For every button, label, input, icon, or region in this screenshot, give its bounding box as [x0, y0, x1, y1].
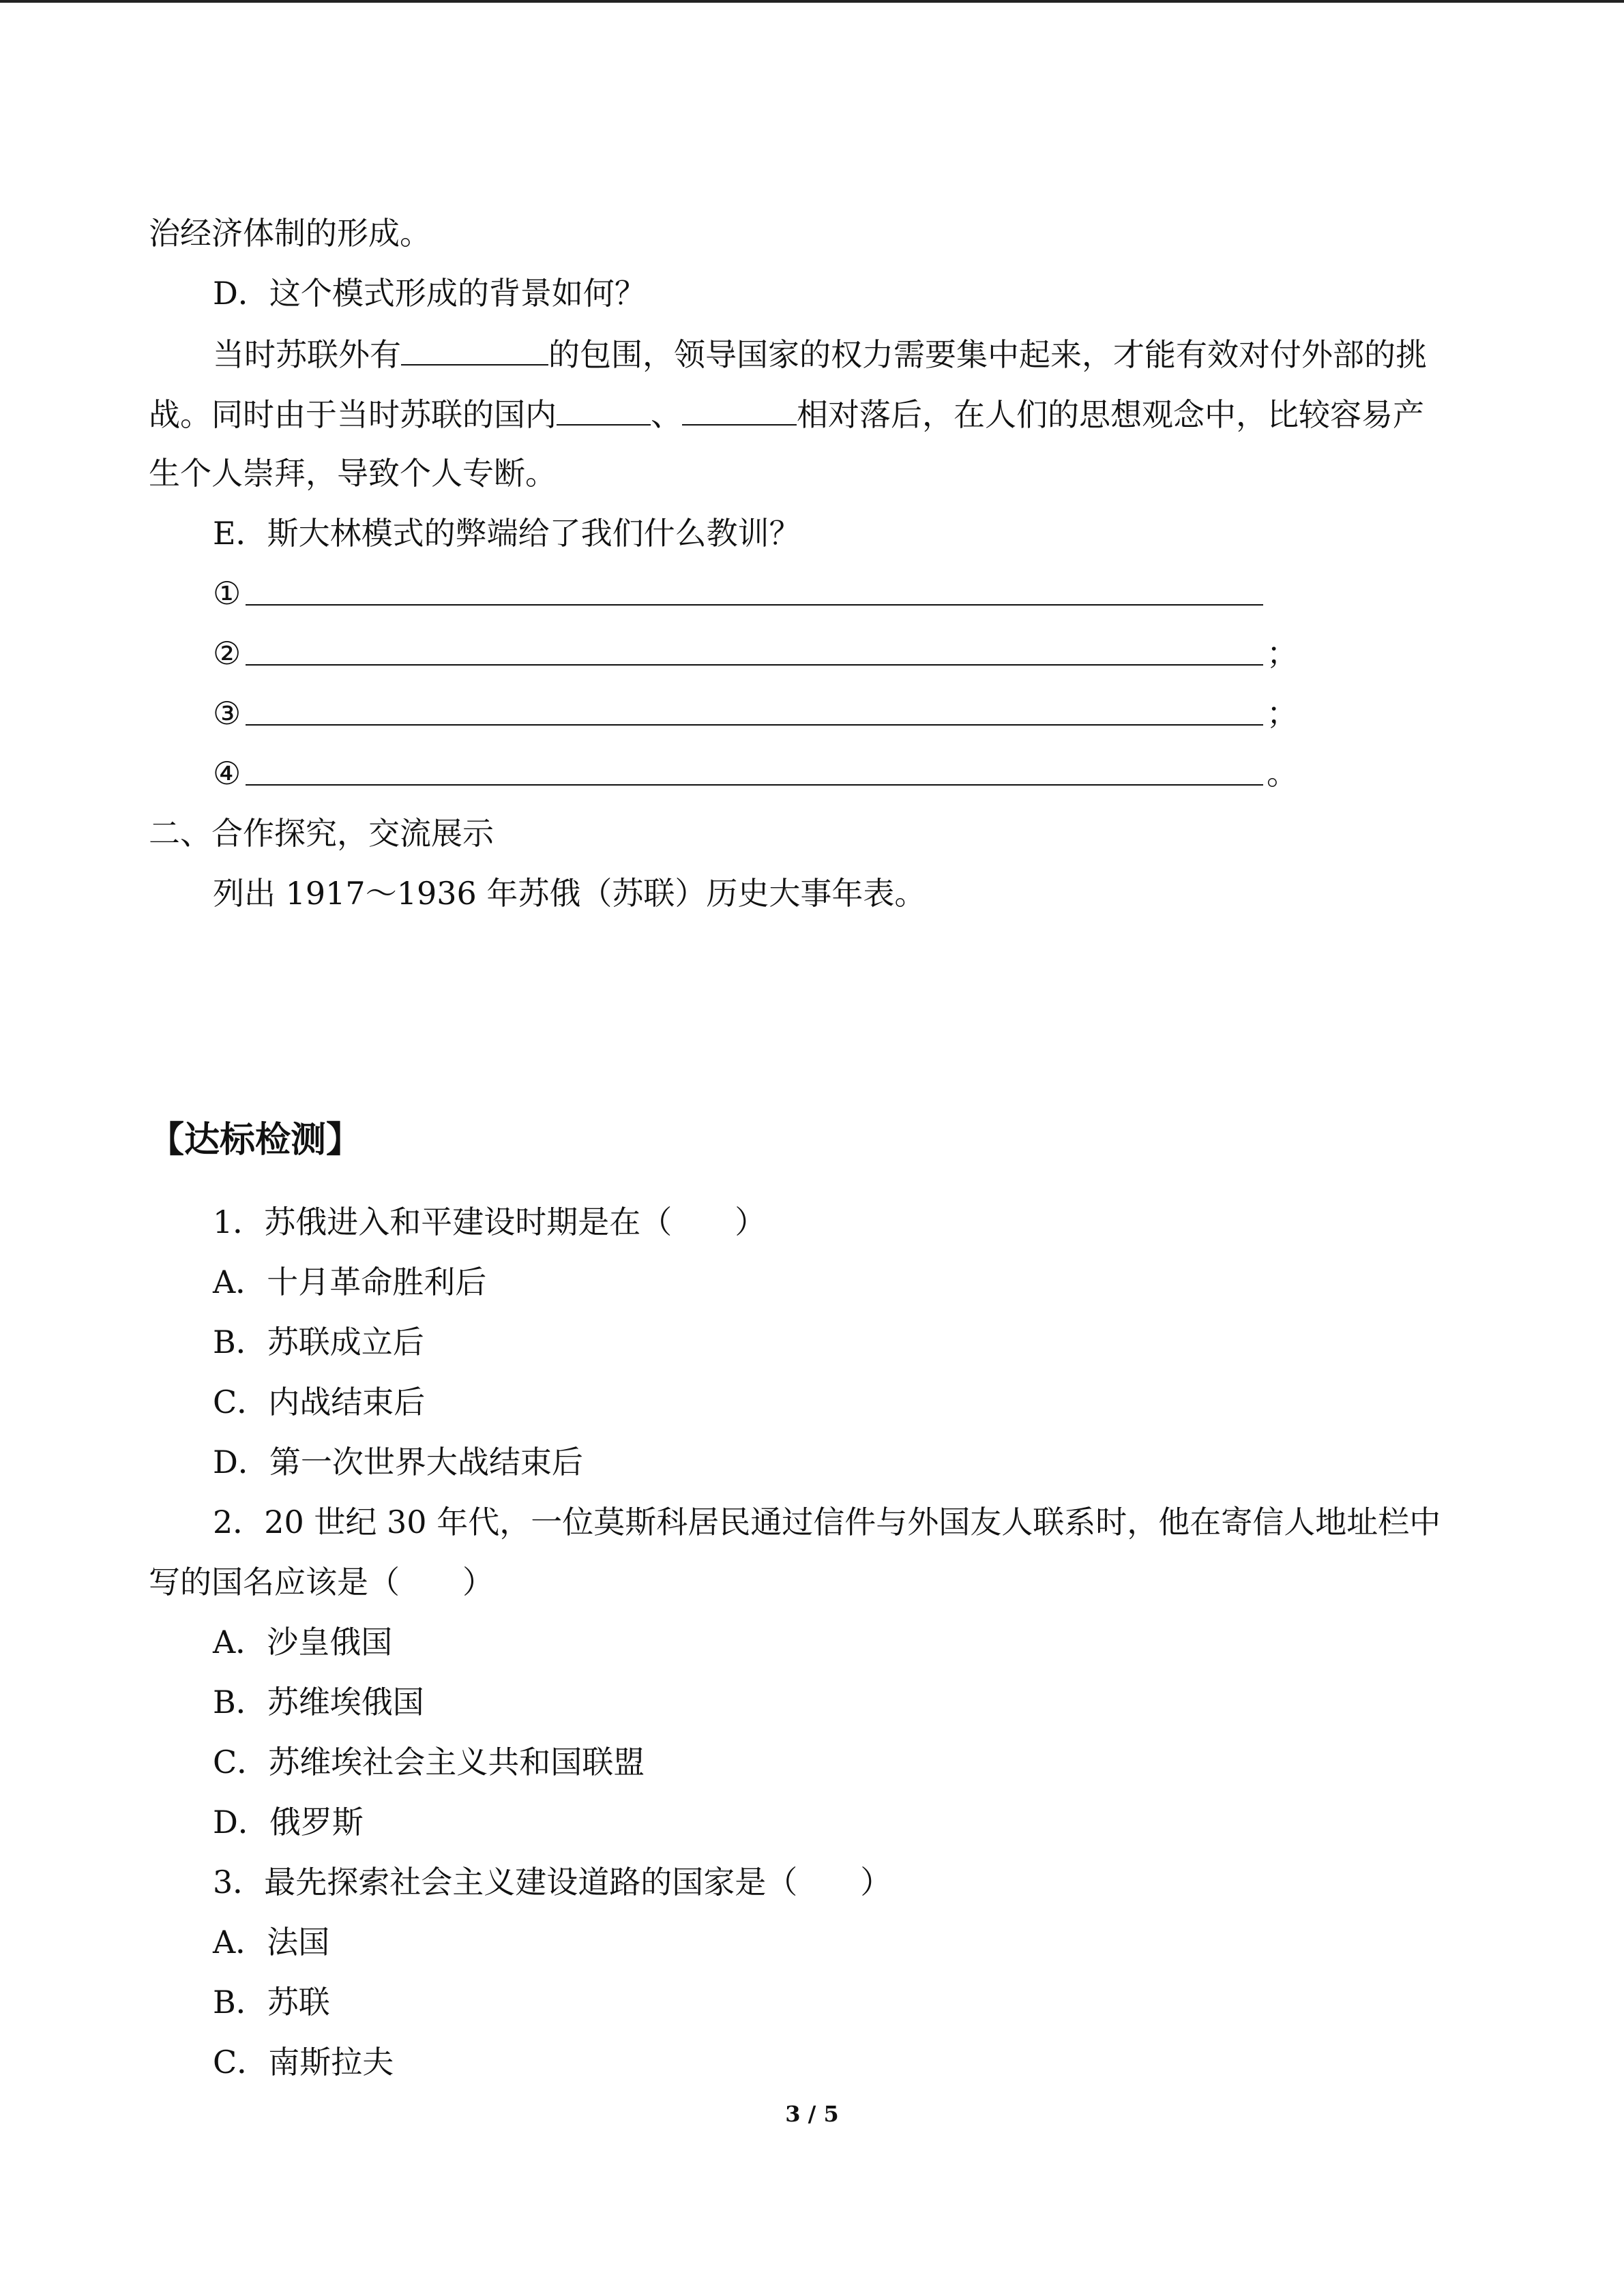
q2-option-c[interactable]: C．苏维埃社会主义共和国联盟 [213, 1744, 645, 1780]
background-line-3: 生个人崇拜，导致个人专断。 [149, 455, 557, 492]
answer-line-3 [213, 693, 1298, 734]
section-heading-cooperation: 二、合作探究，交流展示 [149, 815, 494, 852]
q2-option-a[interactable]: A．沙皇俄国 [213, 1624, 393, 1660]
q1-option-a[interactable]: A．十月革命胜利后 [213, 1264, 487, 1300]
q1-option-d[interactable]: D．第一次世界大战结束后 [213, 1444, 583, 1480]
q1-option-c[interactable]: C．内战结束后 [213, 1384, 426, 1420]
q2-option-b[interactable]: B．苏维埃俄国 [213, 1684, 424, 1720]
background-line-2 [149, 393, 1424, 435]
question-d: D．这个模式形成的背景如何？ [213, 275, 646, 312]
background-text: 的包围，领导国家的权力需要集中起来，才能有效对付外部的挑 [548, 336, 1427, 373]
separator: 、 [651, 396, 682, 433]
paragraph-continuation: 治经济体制的形成。 [149, 215, 431, 252]
page-top-border [0, 0, 1624, 3]
answer-line-4 [213, 753, 1298, 794]
background-text: 战。同时由于当时苏联的国内 [149, 396, 557, 433]
background-text: 相对落后，在人们的思想观念中，比较容易产 [797, 396, 1424, 433]
answer-blank[interactable] [246, 724, 1263, 726]
fill-blank[interactable] [401, 333, 548, 366]
answer-end-punct: ； [1267, 695, 1298, 732]
question-e: E．斯大林模式的弊端给了我们什么教训？ [213, 515, 801, 552]
background-text: 当时苏联外有 [213, 336, 401, 373]
q1-option-b[interactable]: B．苏联成立后 [213, 1324, 424, 1360]
answer-number: ② [213, 635, 241, 672]
question-2-line-2: 写的国名应该是（ ） [149, 1564, 494, 1600]
answer-blank[interactable] [246, 604, 1263, 606]
answer-line-1 [213, 573, 246, 614]
q3-option-b[interactable]: B．苏联 [213, 1984, 330, 2021]
q3-option-c[interactable]: C．南斯拉夫 [213, 2044, 394, 2081]
background-line-1 [213, 333, 1427, 375]
answer-line-2 [213, 633, 1298, 674]
question-2-line-1: 2．20 世纪 30 年代，一位莫斯科居民通过信件与外国友人联系时，他在寄信人地址栏中 [213, 1504, 1441, 1540]
page-number: 3 / 5 [785, 2101, 839, 2127]
answer-blank[interactable] [246, 664, 1263, 666]
fill-blank[interactable] [557, 393, 651, 426]
answer-end-punct: 。 [1267, 755, 1298, 792]
question-1: 1．苏俄进入和平建设时期是在（ ） [213, 1204, 767, 1240]
answer-blank[interactable] [246, 784, 1263, 786]
answer-end-punct: ； [1267, 635, 1298, 672]
task-timeline: 列出 1917～1936 年苏俄（苏联）历史大事年表。 [213, 875, 926, 912]
answer-number: ③ [213, 695, 241, 732]
question-3: 3．最先探索社会主义建设道路的国家是（ ） [213, 1864, 892, 1900]
answer-number: ④ [213, 755, 241, 792]
test-section-title: 【达标检测】 [149, 1120, 362, 1161]
fill-blank[interactable] [682, 393, 797, 426]
q2-option-d[interactable]: D．俄罗斯 [213, 1804, 364, 1840]
q3-option-a[interactable]: A．法国 [213, 1924, 330, 1960]
answer-number: ① [213, 575, 241, 612]
